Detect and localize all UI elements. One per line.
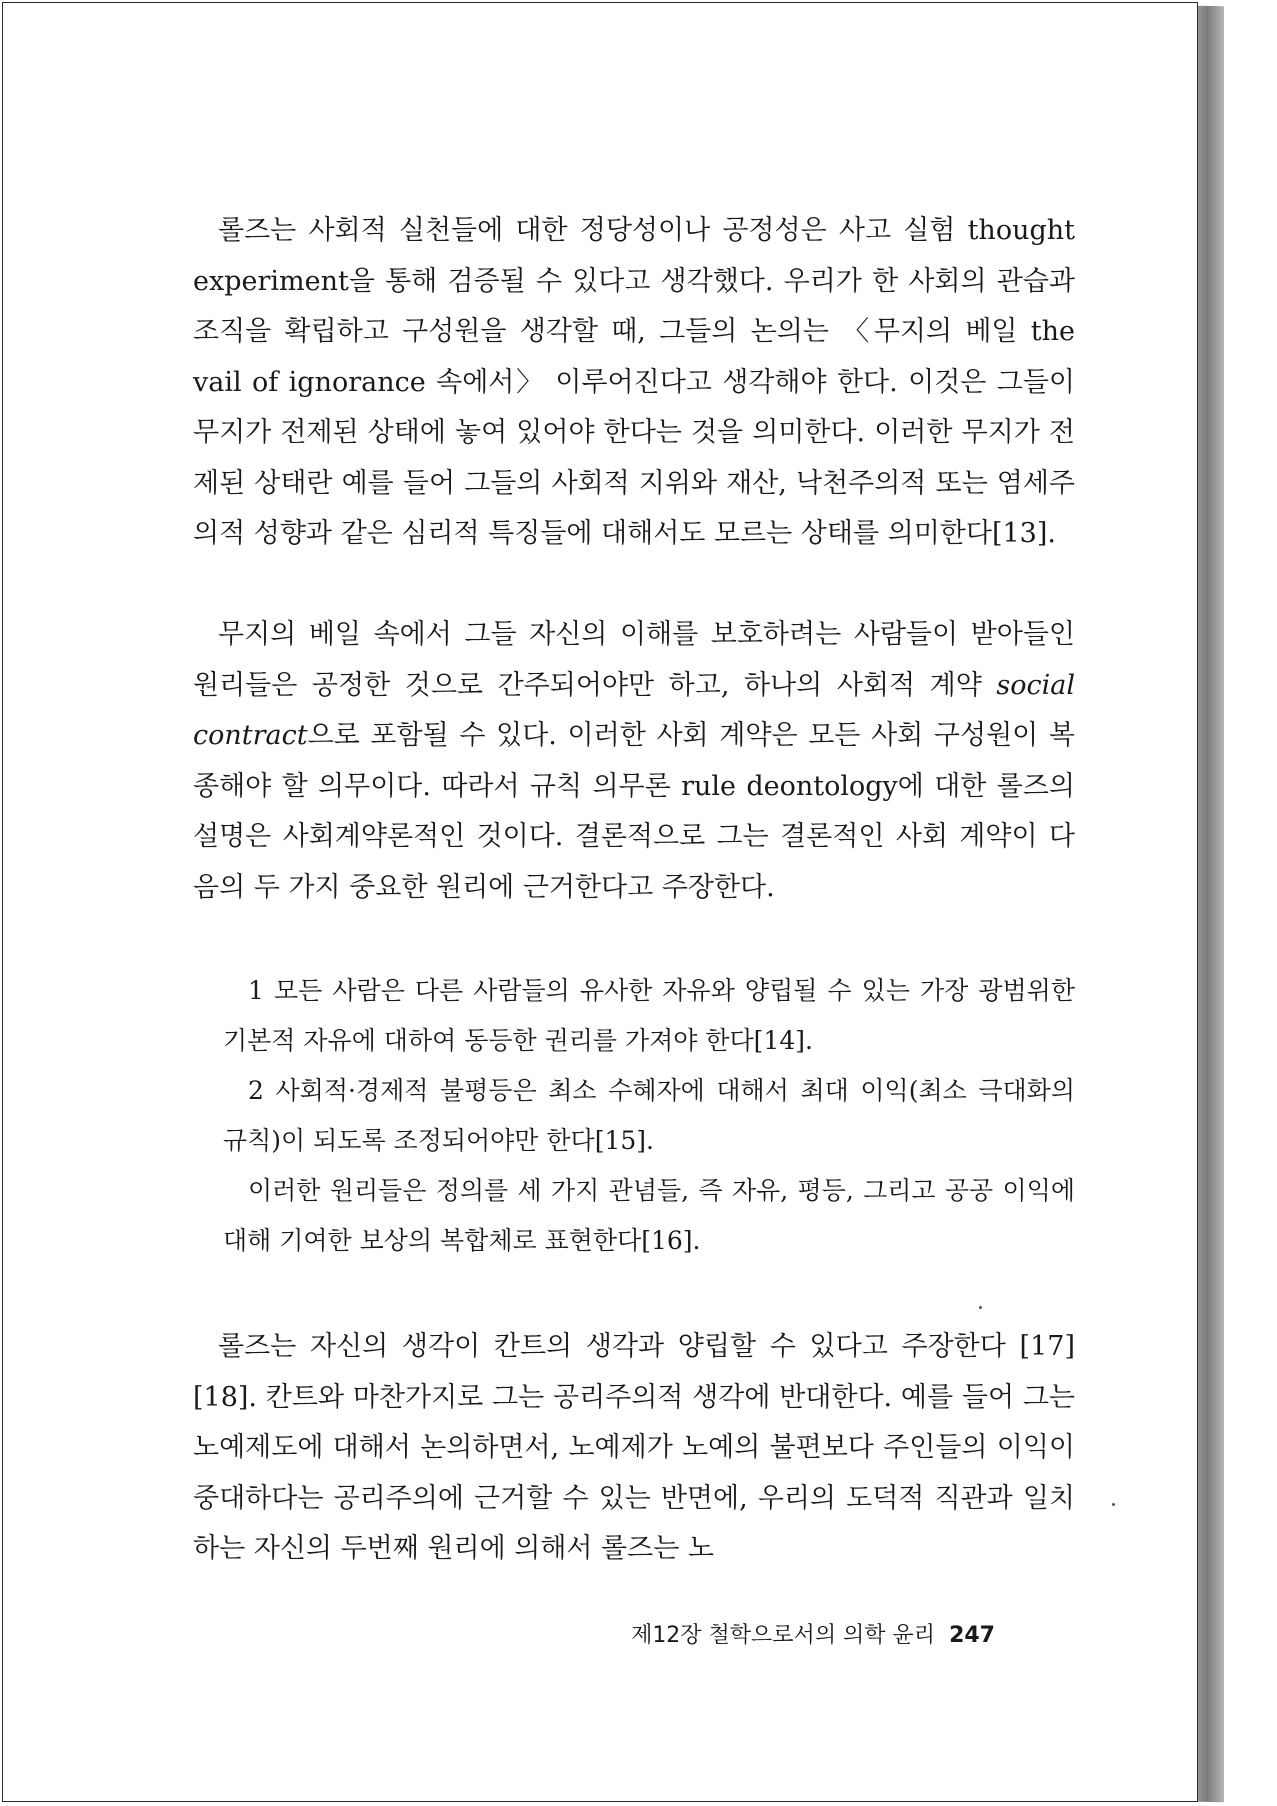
body-text-section-1 bbox=[193, 206, 1075, 560]
print-speck bbox=[979, 1306, 982, 1309]
paragraph-social-contract-rest: 으로 포함될 수 있다. 이러한 사회 계약은 모든 사회 구성원이 복종해야 할 의무이다. 따라서 규칙 의무론 rule deontology에 대한 롤즈의 설명은 사회계약론적인 것이다. 결론적으로 그는 결론적인 사회 계약이 다음의 두 가지 중요한 원리에 근거한다고 주장한다. bbox=[193, 720, 1075, 903]
body-text-section-2 bbox=[193, 610, 1075, 913]
page-number: 247 bbox=[949, 1623, 995, 1648]
principle-2: 2 사회적·경제적 불평등은 최소 수혜자에 대해서 최대 이익(최소 극대화의 규칙)이 되도록 조정되어야만 한다[15]. bbox=[223, 1076, 1075, 1155]
page-footer bbox=[631, 1621, 995, 1651]
principle-1: 1 모든 사람은 다른 사람들의 유사한 자유와 양립될 수 있는 가장 광범위한 기본적 자유에 대하여 동등한 권리를 가져야 한다[14]. bbox=[223, 976, 1075, 1055]
paragraph-social-contract bbox=[193, 610, 1075, 913]
body-text-section-3 bbox=[193, 1322, 1075, 1575]
principles-summary: 이러한 원리들은 정의를 세 가지 관념들, 즉 자유, 평등, 그리고 공공 이익에 대해 기여한 보상의 복합체로 표현한다[16]. bbox=[223, 1176, 1075, 1255]
book-page bbox=[2, 2, 1198, 1802]
principles-list bbox=[223, 966, 1075, 1266]
running-head: 제12장 철학으로서의 의학 윤리 bbox=[631, 1623, 936, 1648]
print-speck bbox=[1112, 1503, 1115, 1506]
paragraph-rawls-kant: 롤즈는 자신의 생각이 칸트의 생각과 양립할 수 있다고 주장한다 [17][18]. 칸트와 마찬가지로 그는 공리주의적 생각에 반대한다. 예를 들어 그는 노예제도에 대해서 논의하면서, 노예제가 노예의 불편보다 주인들의 이익이 중대하다는 공리주의에 근거할 수 있는 반면에, 우리의 도덕적 직관과 일치하는 자신의 두번째 원리에 의해서 롤즈는 노 bbox=[193, 1331, 1075, 1564]
social-contract-term: social contract bbox=[193, 669, 1075, 751]
paragraph-rawls-thought-experiment: 롤즈는 사회적 실천들에 대한 정당성이나 공정성은 사고 실험 thought experiment을 통해 검증될 수 있다고 생각했다. 우리가 한 사회의 관습과 조직을 확립하고 구성원을 생각할 때, 그들의 논의는 〈무지의 베일 the vail of ignorance 속에서〉 이루어진다고 생각해야 한다. 이것은 그들이 무지가 전제된 상태에 놓여 있어야 한다는 것을 의미한다. 이러한 무지가 전제된 상태란 예를 들어 그들의 사회적 지위와 재산, 낙천주의적 또는 염세주의적 성향과 같은 심리적 특징들에 대해서도 모르는 상태를 의미한다[13]. bbox=[193, 215, 1075, 549]
page-edge-shadow bbox=[1196, 6, 1224, 1802]
paragraph-social-contract-lead: 무지의 베일 속에서 그들 자신의 이해를 보호하려는 사람들이 받아들인 원리들은 공정한 것으로 간주되어야만 하고, 하나의 사회적 계약 bbox=[193, 619, 1075, 701]
